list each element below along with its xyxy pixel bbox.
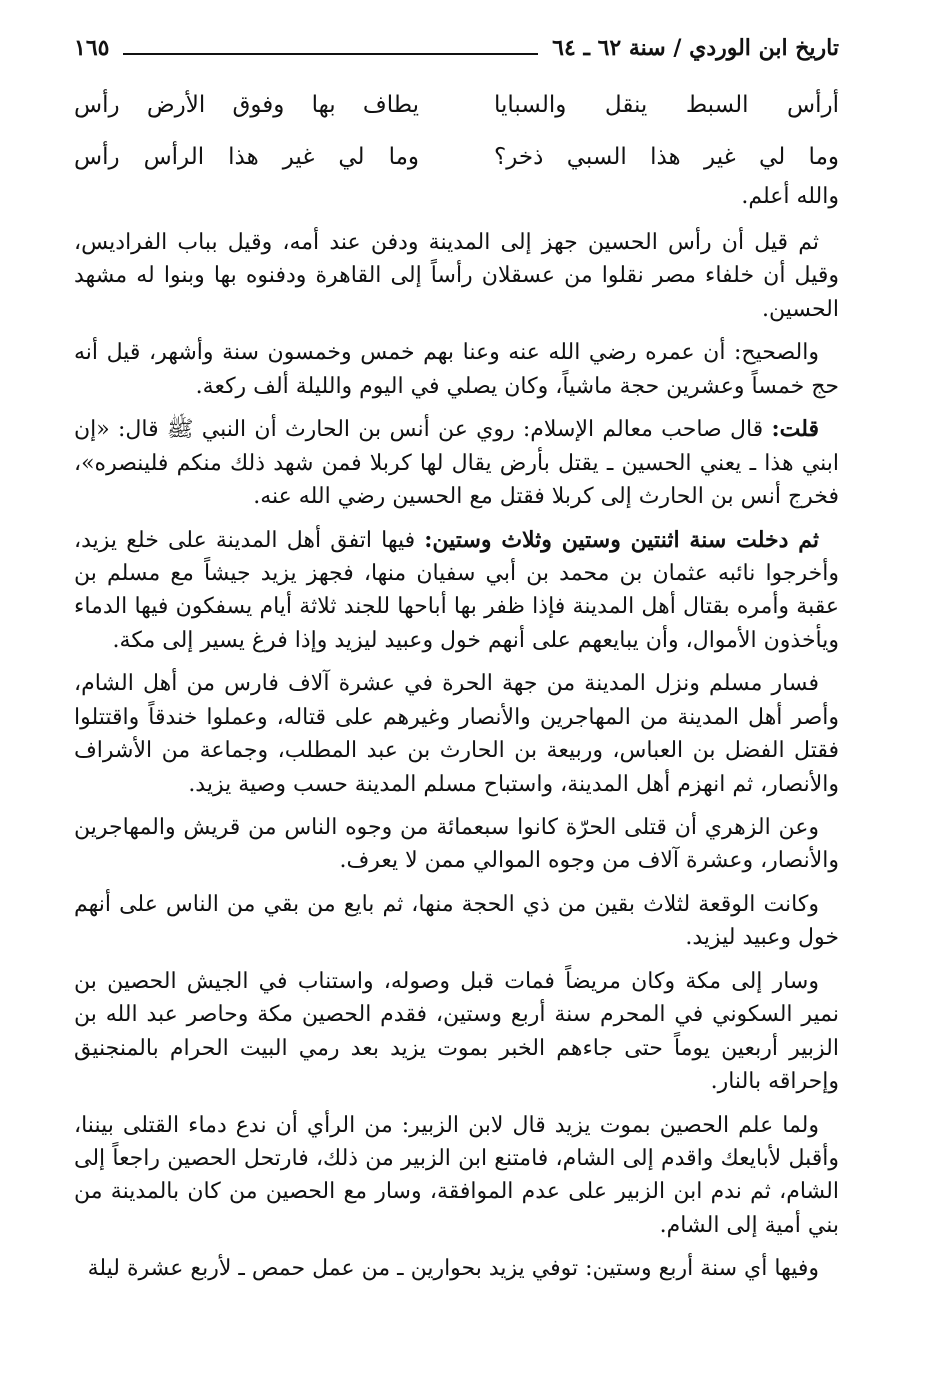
verse-first-hemistich: وما لي غير هذا السبي ذخر؟ [494, 144, 839, 170]
paragraph-text: وعن الزهري أن قتلى الحرّة كانوا سبعمائة من وجوه الناس من قريش والمهاجرين والأنصار، وعشرة آلاف من وجوه الموالي ممن لا يعرف. [74, 815, 839, 874]
verse-second-hemistich: يطاف بها وفوق الأرض رأس [74, 92, 419, 118]
header-rule [123, 53, 538, 55]
poem [74, 88, 839, 192]
paragraph [74, 965, 839, 1099]
poem-verse [74, 140, 839, 192]
paragraph-text: فسار مسلم ونزل المدينة من جهة الحرة في عشرة آلاف فارس من أهل الشام، وأصر أهل المدينة من المهاجرين والأنصار وغيرهم على قتاله، وعملوا خندقاً واقتتلوا فقتل الفضل بن العباس، وربيعة بن الحارث بن عبد المطلب، وجماعة من الأشراف والأنصار، ثم انهزم أهل المدينة، واستباح مسلم المدينة حسب وصية يزيد. [74, 671, 839, 797]
body-text [74, 226, 839, 1296]
page-number: ١٦٥ [74, 35, 110, 61]
verse-first-hemistich: أرأس السبط ينقل والسبايا [494, 92, 839, 118]
verse-second-hemistich: وما لي غير هذا الرأس رأس [74, 144, 419, 170]
paragraph-text: ولما علم الحصين بموت يزيد قال لابن الزبير: من الرأي أن ندع دماء القتلى بيننا، وأقبل لأبايعك واقدم إلى الشام، فامتنع ابن الزبير من ذلك، فارتحل الحصين راجعاً إلى الشام، ثم ندم ابن الزبير على عدم الموافقة، وسار مع الحصين من كان بالمدينة من بني أمية إلى الشام. [74, 1112, 839, 1238]
paragraph [74, 413, 839, 513]
paragraph [74, 888, 839, 955]
paragraph-text: قال صاحب معالم الإسلام: روي عن أنس بن الحارث أن النبي ﷺ قال: «إن ابني هذا ـ يعني الحسين ـ يقتل بأرض يقال لها كربلا فمن شهد ذلك منكم فلينصره»، فخرج أنس بن الحارث إلى كربلا فقتل مع الحسين رضي الله عنه. [74, 417, 839, 510]
paragraph-text: والصحيح: أن عمره رضي الله عنه وعنا بهم خمس وخمسون سنة وأشهر، قيل أنه حج خمساً وعشرين حجة ماشياً، وكان يصلي في اليوم والليلة ألف ركعة. [74, 340, 839, 399]
page-header [74, 28, 839, 68]
paragraph-lead: قلت: [771, 416, 819, 443]
paragraph-text: وسار إلى مكة وكان مريضاً فمات قبل وصوله، واستناب في الجيش الحصين بن نمير السكوني في المحرم سنة أربع وستين، فقدم الحصين مكة وحاصر عبد الله بن الزبير أربعين يوماً حتى جاءهم الخبر بموت يزيد بعد رمي البيت الحرام بالمنجنيق وإحراقه بالنار. [74, 968, 839, 1095]
paragraph-text: ثم قيل أن رأس الحسين جهز إلى المدينة ودفن عند أمه، وقيل بباب الفراديس، وقيل أن خلفاء مصر نقلوا من عسقلان رأساً إلى القاهرة ودفنوه بها وبنوا له مشهد الحسين. [74, 230, 839, 322]
paragraph-text: وكانت الوقعة لثلاث بقين من ذي الحجة منها، ثم بايع من بقي من الناس على أنهم خول وعبيد ليزيد. [74, 891, 839, 951]
paragraph [74, 667, 839, 801]
paragraph-text: فيها اتفق أهل المدينة على خلع يزيد، وأخرجوا نائبه عثمان بن محمد بن أبي سفيان منها، فجهز يزيد جيشاً مع مسلم بن عقبة وأمره بقتال أهل المدينة فإذا ظفر بها أباحها للجند ثلاثة أيام يسفكون فيها الدماء ويأخذون الأموال، وأن يبايعهم على أنهم خول وعبيد ليزيد وإذا فرغ يسير إلى مكة. [74, 527, 839, 653]
paragraph [74, 336, 839, 403]
poem-verse [74, 88, 839, 140]
paragraph [74, 811, 839, 878]
paragraph [74, 1252, 839, 1285]
poem-closing: والله أعلم. [741, 184, 839, 209]
paragraph [74, 524, 839, 658]
paragraph [74, 1109, 839, 1243]
paragraph-text: وفيها أي سنة أربع وستين: توفي يزيد بحوارين ـ من عمل حمص ـ لأربع عشرة ليلة [87, 1256, 819, 1282]
running-title: تاريخ ابن الوردي / سنة ٦٢ ـ ٦٤ [552, 35, 839, 61]
paragraph-lead: ثم دخلت سنة اثنتين وستين وثلاث وستين: [424, 526, 819, 553]
paragraph [74, 226, 839, 326]
